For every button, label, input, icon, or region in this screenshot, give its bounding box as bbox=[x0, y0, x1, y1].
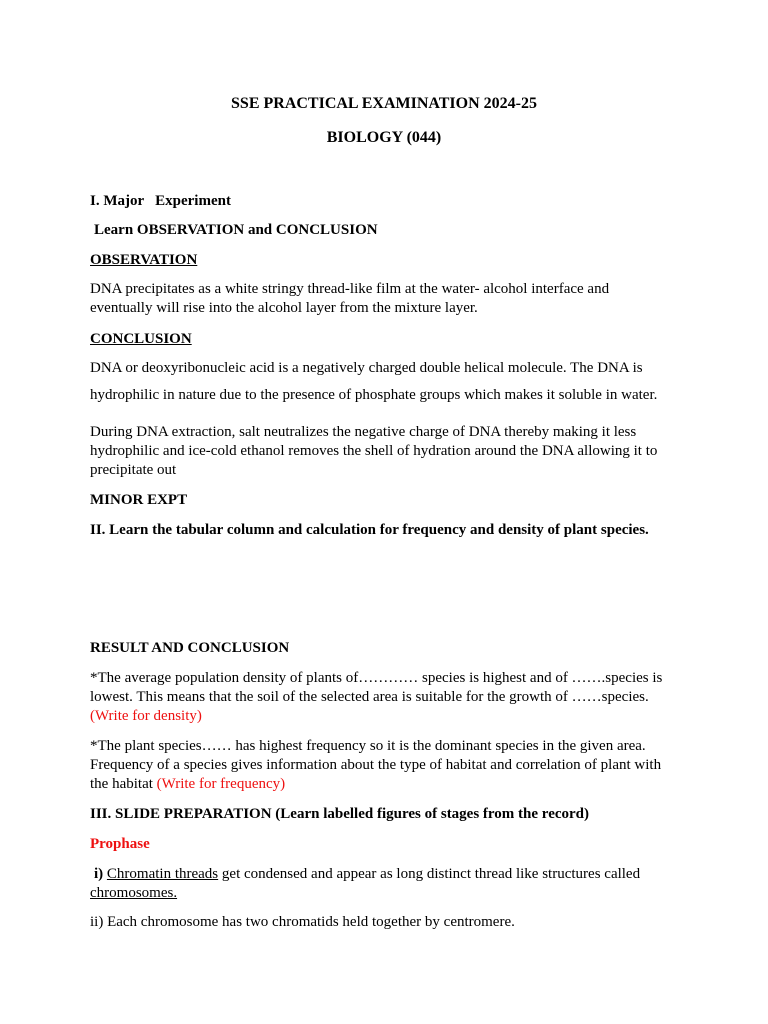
density-line-2: lowest. This means that the soil of the selected area is suitable for the growth of ……species. bbox=[90, 689, 649, 705]
frequency-note: (Write for frequency) bbox=[156, 776, 286, 792]
minor-experiment-task: II. Learn the tabular column and calculation for frequency and density of plant species. bbox=[90, 522, 649, 538]
density-line-1: *The average population density of plants of………… species is highest and of …….species is bbox=[90, 670, 663, 686]
frequency-line-3 bbox=[90, 775, 680, 794]
conclusion-heading: CONCLUSION bbox=[90, 331, 192, 347]
frequency-line-1: *The plant species…… has highest frequency so it is the dominant species in the given area. bbox=[90, 738, 646, 754]
chromosomes-term: chromosomes. bbox=[90, 885, 178, 901]
chromatin-threads-term: Chromatin threads bbox=[106, 866, 219, 882]
slide-preparation-heading: III. SLIDE PREPARATION (Learn labelled figures of stages from the record) bbox=[90, 806, 589, 822]
conclusion-line-1: DNA or deoxyribonucleic acid is a negatively charged double helical molecule. The DNA is bbox=[90, 360, 643, 376]
conclusion-line-2: hydrophilic in nature due to the presence of phosphate groups which makes it soluble in water. bbox=[90, 387, 658, 403]
point-1-number: i) bbox=[94, 866, 104, 882]
major-experiment-heading: I. Major Experiment bbox=[90, 193, 231, 209]
observation-heading: OBSERVATION bbox=[90, 252, 198, 268]
point-1-text: get condensed and appear as long distinct thread like structures called bbox=[218, 866, 641, 882]
extraction-line-2: hydrophilic and ice-cold ethanol removes the shell of hydration around the DNA allowing it to bbox=[90, 443, 658, 459]
prophase-point-2: ii) Each chromosome has two chromatids held together by centromere. bbox=[90, 914, 515, 930]
minor-experiment-heading: MINOR EXPT bbox=[90, 492, 188, 508]
subject-title: BIOLOGY (044) bbox=[326, 129, 442, 146]
exam-title: SSE PRACTICAL EXAMINATION 2024-25 bbox=[231, 95, 537, 112]
prophase-point-1-continued bbox=[90, 884, 680, 903]
result-heading: RESULT AND CONCLUSION bbox=[90, 640, 290, 656]
observation-line-2: eventually will rise into the alcohol layer from the mixture layer. bbox=[90, 300, 478, 316]
frequency-line-3-text: the habitat bbox=[90, 776, 157, 792]
density-note: (Write for density) bbox=[90, 708, 202, 724]
observation-line-1: DNA precipitates as a white stringy thread-like film at the water- alcohol interface and bbox=[90, 281, 610, 297]
prophase-heading: Prophase bbox=[90, 836, 150, 852]
major-subheading: Learn OBSERVATION and CONCLUSION bbox=[94, 222, 378, 238]
prophase-point-1 bbox=[94, 865, 684, 884]
frequency-line-2: Frequency of a species gives information about the type of habitat and correlation of plant with bbox=[90, 757, 662, 773]
extraction-line-1: During DNA extraction, salt neutralizes the negative charge of DNA thereby making it less bbox=[90, 424, 637, 440]
extraction-line-3: precipitate out bbox=[90, 462, 177, 478]
